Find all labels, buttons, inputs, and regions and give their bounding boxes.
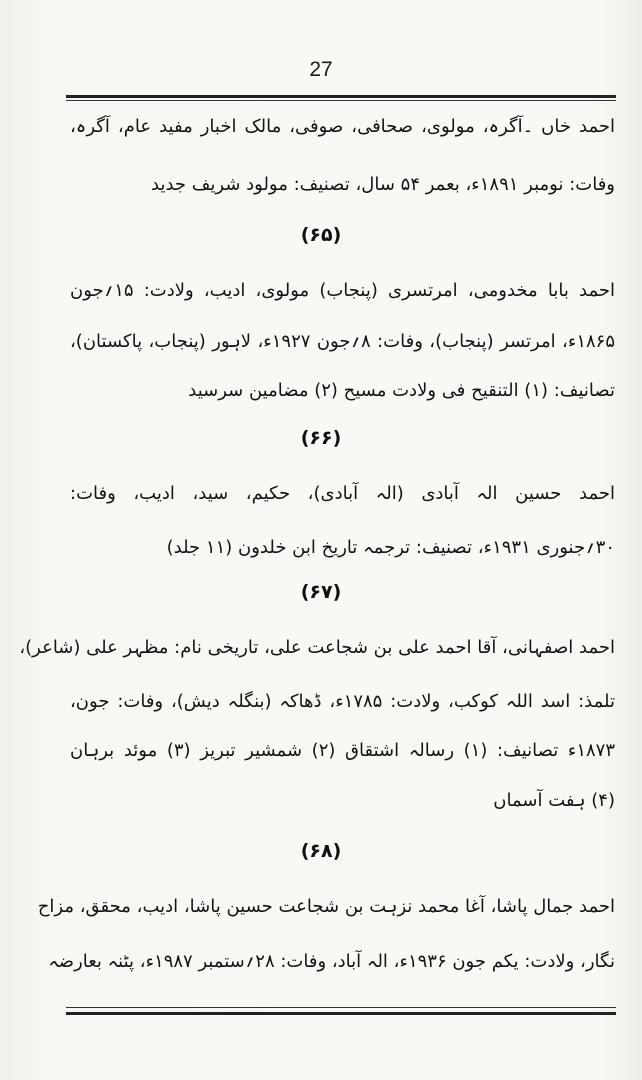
top-rule-thin xyxy=(66,100,616,101)
entry-line: ۱۸۷۳ء تصانیف: (۱) رسالہ اشتقاق (۲) شمشیر تبریز (۳) موئد برہان xyxy=(70,740,615,761)
entry-line: (۴) ہفت آسماں xyxy=(493,790,615,811)
entry-line: نگار، ولادت: یکم جون ۱۹۳۶ء، الہ آباد، وفات: ۲۸؍ستمبر ۱۹۸۷ء، پٹنہ بعارضہ xyxy=(48,951,615,972)
bottom-rule-thin xyxy=(66,1007,616,1008)
entry-line: تصانیف: (۱) التنقیح فی ولادت مسیح (۲) مضامین سرسید xyxy=(188,380,615,401)
top-rule-thick xyxy=(66,95,616,98)
entry-line: احمد اصفہانی، آقا احمد علی بن شجاعت علی، تاریخی نام: مظہر علی (شاعر)، xyxy=(19,637,615,658)
entry-line: احمد جمال پاشا، آغا محمد نزہت بن شجاعت حسین پاشا، ادیب، محقق، مزاح xyxy=(37,896,615,917)
bottom-rule-thick xyxy=(66,1012,616,1015)
entry-line: احمد خاں ۔آگرہ، مولوی، صحافی، صوفی، مالک اخبار مفید عام، آگرہ، xyxy=(70,116,615,137)
entry-number-heading: (۶۸) xyxy=(300,840,342,862)
entry-line: ۳۰؍جنوری ۱۹۳۱ء، تصنیف: ترجمہ تاریخ ابن خلدون (۱۱ جلد) xyxy=(166,537,615,558)
entry-line: تلمذ: اسد اللہ کوکب، ولادت: ۱۷۸۵ء، ڈھاکہ (بنگلہ دیش)، وفات: جون، xyxy=(70,691,615,712)
entry-line: احمد بابا مخدومی، امرتسری (پنجاب) مولوی، ادیب، ولادت: ۱۵؍جون xyxy=(70,280,615,301)
page-number: 27 xyxy=(309,58,333,81)
entry-line: ۱۸۶۵ء، امرتسر (پنجاب)، وفات: ۸؍جون ۱۹۲۷ء، لاہور (پنجاب، پاکستان)، xyxy=(70,331,615,352)
entry-line: احمد حسین الہ آبادی (الہ آبادی)، حکیم، سید، ادیب، وفات: xyxy=(70,483,615,504)
entry-number-heading: (۶۷) xyxy=(300,581,342,603)
entry-number-heading: (۶۵) xyxy=(300,224,342,246)
entry-line: وفات: نومبر ۱۸۹۱ء، بعمر ۵۴ سال، تصنیف: مولود شریف جدید xyxy=(151,174,615,195)
entry-number-heading: (۶۶) xyxy=(300,427,342,449)
